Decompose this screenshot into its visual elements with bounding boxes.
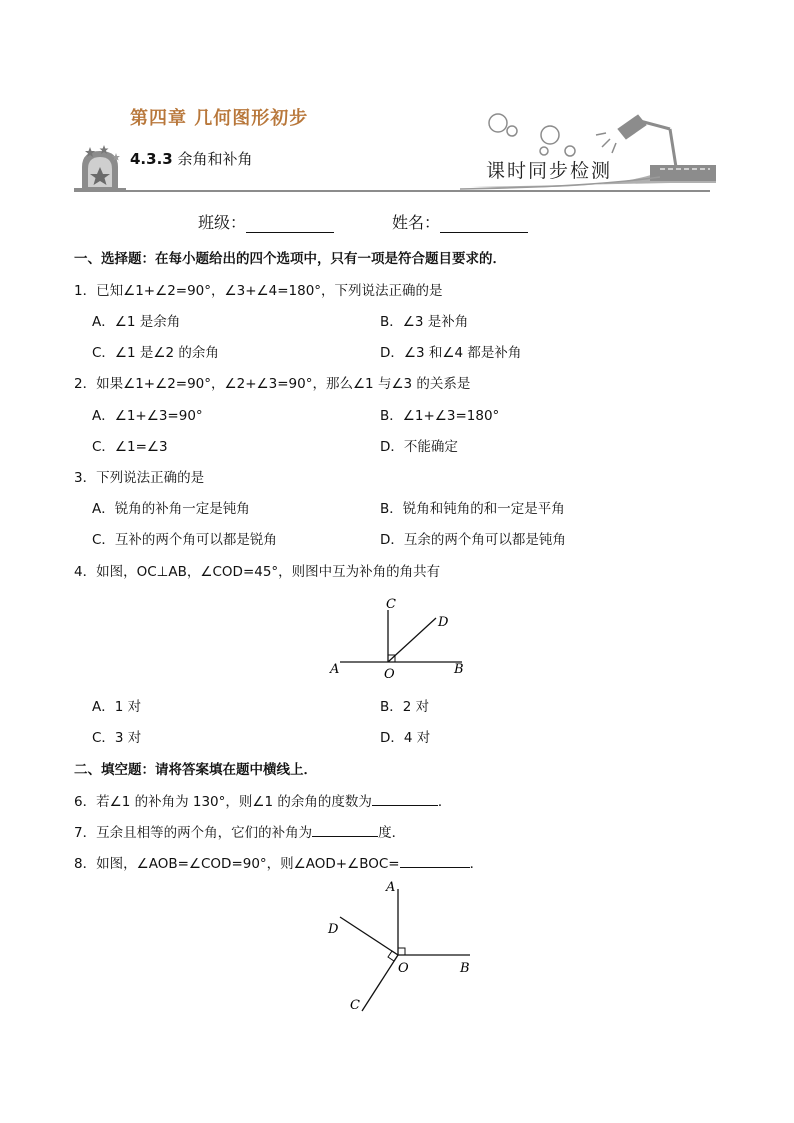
name-label: 姓名： bbox=[392, 213, 441, 232]
q4-label-a: A bbox=[330, 662, 340, 677]
q3-option-c: C．互补的两个角可以都是锐角 bbox=[92, 532, 277, 548]
q7-answer-blank[interactable] bbox=[312, 824, 378, 837]
q7-stem: 7．互余且相等的两个角，它们的补角为 bbox=[74, 825, 313, 841]
name-blank[interactable] bbox=[440, 216, 528, 233]
q3-stem: 3．下列说法正确的是 bbox=[74, 470, 205, 486]
q7-end: 度． bbox=[378, 825, 406, 841]
q4-option-d: D．4 对 bbox=[380, 730, 431, 746]
q4-option-a: A．1 对 bbox=[92, 699, 142, 715]
q4-figure bbox=[320, 590, 480, 685]
section2-heading: 二、填空题：请将答案填在题中横线上． bbox=[74, 762, 317, 778]
class-field bbox=[198, 210, 334, 233]
q2-option-a: A．∠1+∠3=90° bbox=[92, 408, 203, 424]
q4-label-b: B bbox=[454, 662, 464, 677]
q6-answer-blank[interactable] bbox=[372, 793, 438, 806]
q4-label-d: D bbox=[438, 615, 449, 630]
chapter-title: 第四章 几何图形初步 bbox=[130, 108, 309, 129]
q8-label-c: C bbox=[350, 998, 360, 1013]
q4-option-b: B．2 对 bbox=[380, 699, 430, 715]
q8-ray-oc bbox=[362, 955, 398, 1011]
q4-stem: 4．如图，OC⊥AB，∠COD=45°，则图中互为补角的角共有 bbox=[74, 564, 441, 580]
q8-line bbox=[74, 852, 483, 872]
section-number: 4.3.3 bbox=[130, 150, 173, 168]
q2-stem: 2．如果∠1+∠2=90°，∠2+∠3=90°，那么∠1 与∠3 的关系是 bbox=[74, 376, 471, 392]
q4-label-o: O bbox=[384, 667, 395, 682]
q2-option-b: B．∠1+∠3=180° bbox=[380, 408, 500, 424]
section-title bbox=[130, 148, 253, 169]
q1-option-a: A．∠1 是余角 bbox=[92, 314, 181, 330]
q8-stem: 8．如图，∠AOB=∠COD=90°，则∠AOD+∠BOC= bbox=[74, 856, 400, 872]
q8-answer-blank[interactable] bbox=[400, 855, 470, 868]
q1-option-d: D．∠3 和∠4 都是补角 bbox=[380, 345, 522, 361]
q1-option-c: C．∠1 是∠2 的余角 bbox=[92, 345, 219, 361]
q8-label-b: B bbox=[460, 961, 470, 976]
q8-label-a: A bbox=[386, 880, 396, 895]
q8-label-d: D bbox=[328, 922, 339, 937]
q4-option-c: C．3 对 bbox=[92, 730, 142, 746]
q2-option-d: D．不能确定 bbox=[380, 439, 458, 455]
q6-end: ． bbox=[437, 794, 452, 810]
q8-ray-od bbox=[340, 917, 398, 955]
q6-line bbox=[74, 790, 451, 810]
section1-heading: 一、选择题：在每小题给出的四个选项中，只有一项是符合题目要求的． bbox=[74, 251, 506, 267]
q1-option-b: B．∠3 是补角 bbox=[380, 314, 469, 330]
q3-option-b: B．锐角和钝角的和一定是平角 bbox=[380, 501, 565, 517]
q6-stem: 6．若∠1 的补角为 130°，则∠1 的余角的度数为 bbox=[74, 794, 372, 810]
q2-option-c: C．∠1=∠3 bbox=[92, 439, 168, 455]
q8-label-o: O bbox=[398, 961, 409, 976]
q7-line bbox=[74, 821, 405, 841]
q8-right-angle-mark-aob bbox=[398, 948, 405, 955]
q4-label-c: C bbox=[386, 597, 396, 612]
q3-option-d: D．互余的两个角可以都是钝角 bbox=[380, 532, 566, 548]
section-name: 余角和补角 bbox=[177, 150, 253, 168]
class-label: 班级： bbox=[198, 213, 247, 232]
q1-stem: 1．已知∠1+∠2=90°，∠3+∠4=180°，下列说法正确的是 bbox=[74, 283, 443, 299]
banner-text: 课时同步检测 bbox=[486, 160, 613, 182]
bubbles-icon bbox=[489, 114, 575, 156]
class-blank[interactable] bbox=[246, 216, 334, 233]
q3-option-a: A．锐角的补角一定是钝角 bbox=[92, 501, 250, 517]
q8-end: ． bbox=[469, 856, 484, 872]
q8-figure bbox=[320, 875, 490, 1025]
star-emblem-icon bbox=[74, 145, 126, 192]
name-field bbox=[392, 210, 528, 233]
